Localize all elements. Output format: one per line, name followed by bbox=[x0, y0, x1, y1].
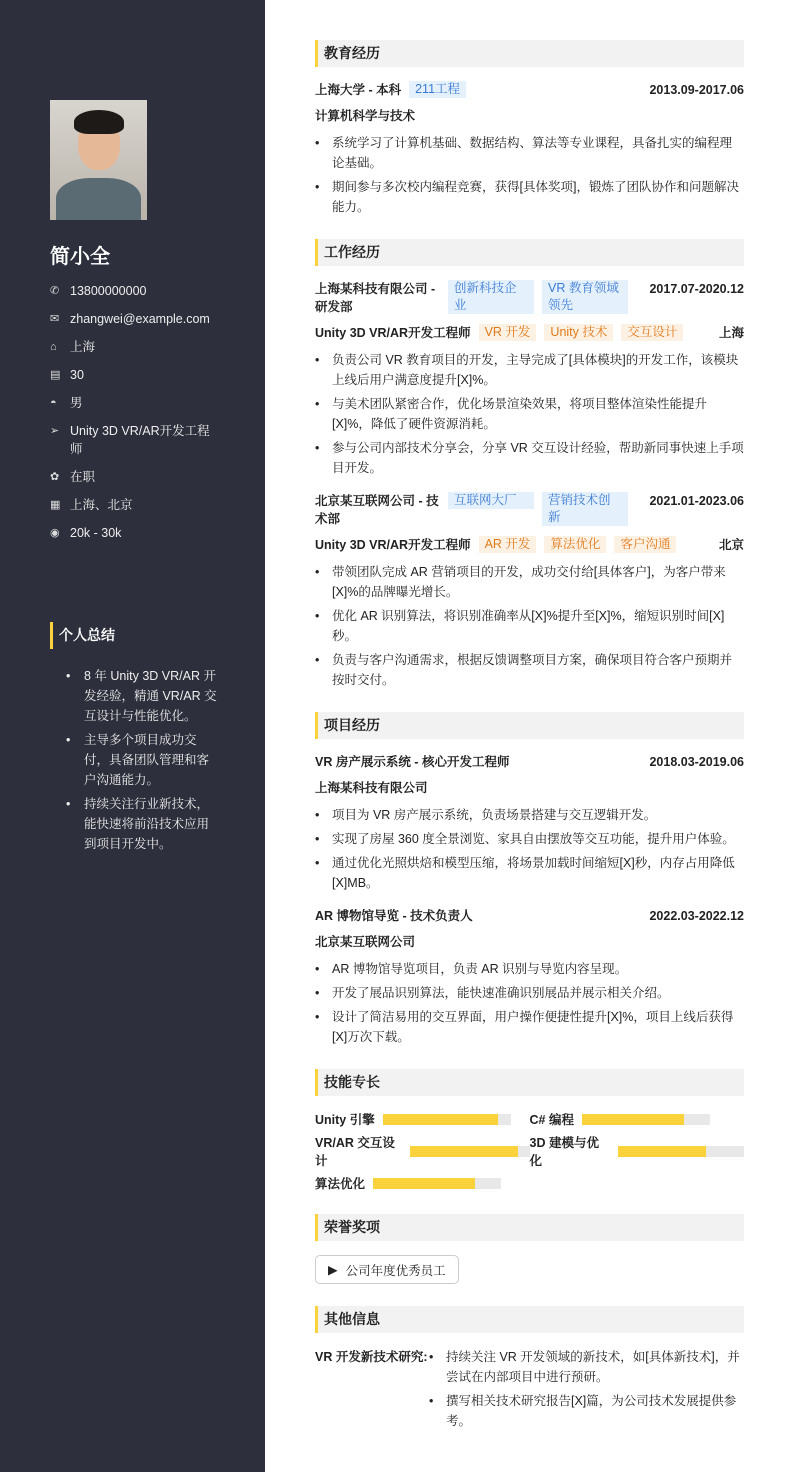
list-item: • 实现了房屋 360 度全景浏览、家具自由摆放等交互功能，提升用户体验。 bbox=[315, 829, 744, 849]
project-entry bbox=[315, 907, 744, 1047]
info-text: 上海 bbox=[70, 340, 96, 354]
list-item: • 主导多个项目成功交付，具备团队管理和客户沟通能力。 bbox=[66, 730, 218, 790]
list-item: • 系统学习了计算机基础、数据结构、算法等专业课程，具备扎实的编程理论基础。 bbox=[315, 133, 744, 173]
list-item: • 开发了展品识别算法，能快速准确识别展品并展示相关介绍。 bbox=[315, 983, 744, 1003]
info-text: 20k - 30k bbox=[70, 526, 122, 540]
info-row bbox=[50, 422, 220, 458]
company: 北京某互联网公司 - 技术部 bbox=[315, 494, 439, 526]
info-row bbox=[50, 366, 220, 384]
skill-item bbox=[530, 1110, 745, 1128]
tag: 211工程 bbox=[409, 81, 466, 98]
avatar bbox=[50, 100, 147, 220]
send-icon: ➢ bbox=[50, 425, 60, 437]
section-title: 工作经历 bbox=[315, 239, 744, 266]
section-title: 其他信息 bbox=[315, 1306, 744, 1333]
list-item: • 负责公司 VR 教育项目的开发，主导完成了[具体模块]的开发工作，该模块上线后用户满意度提升[X]%。 bbox=[315, 350, 744, 390]
city: 北京 bbox=[718, 538, 744, 552]
summary-list bbox=[66, 666, 218, 858]
project-list bbox=[315, 805, 744, 893]
date: 2017.07-2020.12 bbox=[649, 282, 744, 296]
info-text: 上海、北京 bbox=[70, 498, 133, 512]
section-title: 教育经历 bbox=[315, 40, 744, 67]
list-item: • 优化 AR 识别算法，将识别准确率从[X]%提升至[X]%，缩短识别时间[X]秒。 bbox=[315, 606, 744, 646]
award-item bbox=[315, 1255, 459, 1284]
project-name: AR 博物馆导览 - 技术负责人 bbox=[315, 909, 473, 923]
skill-tag: Unity 技术 bbox=[544, 324, 613, 341]
skill-tag: AR 开发 bbox=[479, 536, 537, 553]
project-name: VR 房产展示系统 - 核心开发工程师 bbox=[315, 755, 510, 769]
skill-fill bbox=[373, 1178, 475, 1189]
skill-bar bbox=[618, 1146, 744, 1157]
name: 简小全 bbox=[50, 246, 110, 268]
skill-name: 3D 建模与优化 bbox=[529, 1136, 599, 1168]
skill-tag: 客户沟通 bbox=[614, 536, 676, 553]
education-list bbox=[315, 133, 744, 217]
info-text: 13800000000 bbox=[70, 284, 147, 298]
info-text: zhangwei@example.com bbox=[70, 312, 210, 326]
list-item: • 参与公司内部技术分享会，分享 VR 交互设计经验，帮助新同事快速上手项目开发。 bbox=[315, 438, 744, 478]
 bbox=[315, 324, 683, 342]
gender-icon: ◓ bbox=[50, 397, 57, 409]
play-icon: ▶ bbox=[328, 1263, 338, 1277]
 bbox=[315, 492, 628, 528]
salary-icon: ◉ bbox=[50, 527, 60, 539]
project-header bbox=[315, 753, 744, 771]
skill-item bbox=[529, 1136, 745, 1168]
list-item: • 设计了简洁易用的交互界面，用户操作便捷性提升[X]%，项目上线后获得[X]万次下载。 bbox=[315, 1007, 744, 1047]
info-row bbox=[50, 282, 220, 300]
org: 北京某互联网公司 bbox=[315, 935, 416, 949]
skill-fill bbox=[618, 1146, 706, 1157]
skill-fill bbox=[582, 1114, 684, 1125]
 bbox=[315, 280, 628, 316]
tag: VR 教育领域领先 bbox=[542, 280, 628, 314]
education-section bbox=[315, 40, 744, 217]
city: 上海 bbox=[718, 326, 744, 340]
job-entry bbox=[315, 280, 744, 478]
project-list bbox=[315, 959, 744, 1047]
skill-name: VR/AR 交互设计 bbox=[315, 1136, 395, 1168]
org: 上海某科技有限公司 bbox=[315, 781, 428, 795]
skill-item bbox=[315, 1174, 530, 1192]
major: 计算机科学与技术 bbox=[315, 109, 416, 123]
tag: 互联网大厂 bbox=[448, 492, 534, 509]
list-item: • 期间参与多次校内编程竞赛，获得[具体奖项]，锻炼了团队协作和问题解决能力。 bbox=[315, 177, 744, 217]
skill-tag: VR 开发 bbox=[479, 324, 537, 341]
job-list bbox=[315, 562, 744, 690]
list-item: • 持续关注行业新技术，能快速将前沿技术应用到项目开发中。 bbox=[66, 794, 218, 854]
skill-name: C# 编程 bbox=[529, 1113, 574, 1127]
info-text: 30 bbox=[70, 368, 84, 382]
date: 2022.03-2022.12 bbox=[649, 909, 744, 923]
awards-section bbox=[315, 1214, 744, 1284]
list-item: • 与美术团队紧密合作，优化场景渲染效果，将项目整体渲染性能提升[X]%，降低了硬件资源消耗。 bbox=[315, 394, 744, 434]
date: 2018.03-2019.06 bbox=[649, 755, 744, 769]
project-entry bbox=[315, 753, 744, 893]
section-title: 荣誉奖项 bbox=[315, 1214, 744, 1241]
skill-name: 算法优化 bbox=[315, 1177, 366, 1191]
info-text: 在职 bbox=[70, 470, 96, 484]
summary-title: 个人总结 bbox=[50, 622, 115, 649]
skill-tag: 算法优化 bbox=[544, 536, 606, 553]
role-header bbox=[315, 324, 744, 342]
building-icon: ▦ bbox=[50, 499, 61, 511]
school: 上海大学 - 本科 bbox=[315, 83, 402, 97]
list-item: • 通过优化光照烘焙和模型压缩，将场景加载时间缩短[X]秒，内存占用降低[X]MB。 bbox=[315, 853, 744, 893]
skill-item bbox=[315, 1136, 530, 1168]
role-header bbox=[315, 536, 744, 554]
skill-tag: 交互设计 bbox=[621, 324, 683, 341]
company: 上海某科技有限公司 - 研发部 bbox=[315, 282, 436, 314]
project-header bbox=[315, 907, 744, 925]
award-name: 公司年度优秀员工 bbox=[345, 1263, 446, 1278]
info-text: 男 bbox=[70, 396, 83, 410]
info-row bbox=[50, 310, 220, 328]
role: Unity 3D VR/AR开发工程师 bbox=[315, 326, 471, 340]
date: 2013.09-2017.06 bbox=[649, 83, 744, 97]
role: Unity 3D VR/AR开发工程师 bbox=[315, 538, 471, 552]
home-icon: ⌂ bbox=[50, 341, 57, 353]
contact-info bbox=[50, 282, 220, 552]
section-title: 技能专长 bbox=[315, 1069, 744, 1096]
status-icon: ✿ bbox=[50, 471, 60, 483]
age-icon: ▤ bbox=[50, 369, 61, 381]
job-header bbox=[315, 492, 744, 528]
skill-bar bbox=[582, 1114, 710, 1125]
list-item: • 负责与客户沟通需求，根据反馈调整项目方案，确保项目符合客户预期并按时交付。 bbox=[315, 650, 744, 690]
section-title: 项目经历 bbox=[315, 712, 744, 739]
other-section bbox=[315, 1306, 744, 1441]
 bbox=[315, 536, 676, 554]
info-row bbox=[50, 338, 220, 356]
list-item: • 撰写相关技术研究报告[X]篇，为公司技术发展提供参考。 bbox=[429, 1391, 744, 1431]
sidebar bbox=[0, 0, 265, 1472]
list-item: • AR 博物馆导览项目，负责 AR 识别与导览内容呈现。 bbox=[315, 959, 744, 979]
list-item: • 项目为 VR 房产展示系统，负责场景搭建与交互逻辑开发。 bbox=[315, 805, 744, 825]
phone-icon: ✆ bbox=[50, 285, 60, 297]
work-section bbox=[315, 239, 744, 690]
tag: 营销技术创新 bbox=[542, 492, 628, 526]
org-header bbox=[315, 933, 744, 951]
info-text: Unity 3D VR/AR开发工程师 bbox=[70, 424, 210, 456]
info-row bbox=[50, 524, 220, 542]
skill-fill bbox=[410, 1146, 518, 1157]
main-content bbox=[315, 40, 744, 1463]
mail-icon: ✉ bbox=[50, 313, 60, 325]
org-header bbox=[315, 779, 744, 797]
tag: 创新科技企业 bbox=[448, 280, 534, 314]
job-entry bbox=[315, 492, 744, 690]
info-row bbox=[50, 394, 220, 412]
skill-bar bbox=[383, 1114, 511, 1125]
job-list bbox=[315, 350, 744, 478]
project-section bbox=[315, 712, 744, 1047]
skills-section bbox=[315, 1069, 744, 1192]
skill-bar bbox=[410, 1146, 530, 1157]
skill-item bbox=[315, 1110, 530, 1128]
job-header bbox=[315, 280, 744, 316]
info-row bbox=[50, 496, 220, 514]
skill-bar bbox=[373, 1178, 501, 1189]
list-item: • 持续关注 VR 开发领域的新技术，如[具体新技术]，并尝试在内部项目中进行预研。 bbox=[429, 1347, 744, 1387]
list-item: • 带领团队完成 AR 营销项目的开发，成功交付给[具体客户]，为客户带来[X]%的品牌曝光增长。 bbox=[315, 562, 744, 602]
list-item: • 8 年 Unity 3D VR/AR 开发经验，精通 VR/AR 交互设计与性能优化。 bbox=[66, 666, 218, 726]
other-label: VR 开发新技术研究: bbox=[315, 1350, 428, 1364]
skill-name: Unity 引擎 bbox=[315, 1113, 375, 1127]
skill-fill bbox=[383, 1114, 498, 1125]
date: 2021.01-2023.06 bbox=[649, 494, 744, 508]
info-row bbox=[50, 468, 220, 486]
